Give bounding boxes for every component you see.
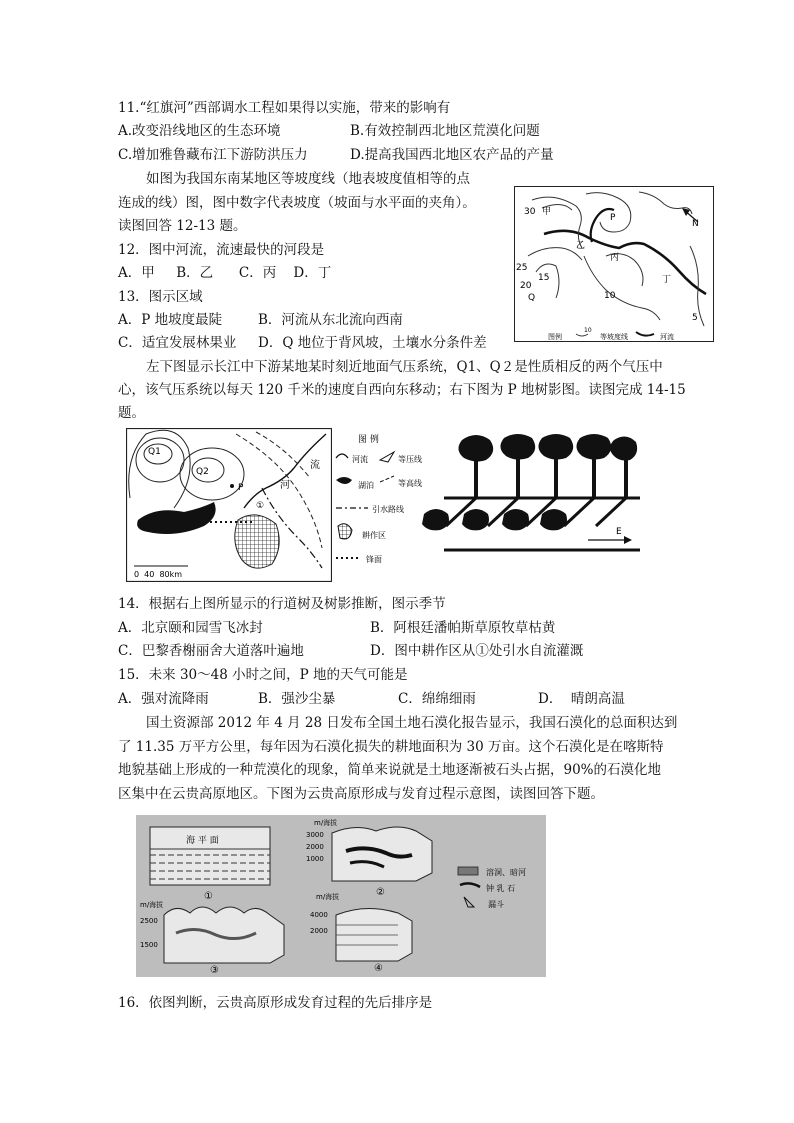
- q13-option-b: B．河流从东北流向西南: [258, 312, 403, 328]
- tree-shadow-figure: [418, 430, 640, 560]
- map1-label: 5: [692, 313, 698, 323]
- karst-p3-axis: m/海拔: [140, 901, 164, 909]
- q13-stem: 13．图示区域: [118, 289, 203, 305]
- q15-stem: 15．未来 30～48 小时之间，P 地的天气可能是: [118, 667, 408, 683]
- intro1-line1: 如图为我国东南某地区等坡度线（地表坡度值相等的点: [146, 171, 470, 187]
- map1-label: 20: [520, 281, 532, 291]
- legend-contour: 等高线: [398, 479, 422, 488]
- q14-stem: 14．根据右上图所显示的行道树及树影推断，图示季节: [118, 596, 446, 612]
- intro2-line1: 左下图显示长江中下游某地某时刻近地面气压系统，Q1、Q２是性质相反的两个气压中: [146, 359, 663, 375]
- q14-option-d: D．图中耕作区从①处引水自流灌溉: [370, 643, 584, 659]
- map1-label: 丙: [610, 253, 620, 263]
- map1-legend-river: 河流: [660, 333, 674, 341]
- karst-formation-figure: [136, 815, 546, 977]
- map1-legend-title: 图例: [548, 333, 562, 341]
- map1-label: 丁: [662, 275, 672, 285]
- map2-label-point: ①: [256, 501, 265, 511]
- legend-farmland: 耕作区: [362, 531, 386, 540]
- east-label: E: [616, 527, 622, 537]
- map1-legend-value: 10: [584, 327, 592, 334]
- map2-label-q2: Q2: [196, 467, 209, 477]
- intro1-line2: 连成的线）图，图中数字代表坡度（坡面与水平面的夹角）。: [118, 195, 476, 211]
- q15-option-a: A．强对流降雨: [118, 691, 209, 707]
- map1-label: 30: [524, 207, 536, 217]
- map1-label: Q: [528, 293, 536, 303]
- karst-p2-axis: m/海拔: [314, 819, 338, 827]
- q14-option-b: B．阿根廷潘帕斯草原牧草枯黄: [370, 620, 556, 636]
- legend-title: 图 例: [358, 435, 379, 445]
- q11-option-a: A.改变沿线地区的生态环境: [118, 123, 281, 139]
- intro3-line3: 地貌基础上形成的一种荒漠化的现象，简单来说就是土地逐渐被石头占据，90%的石漠化地: [118, 762, 662, 778]
- karst-p4-tick: 4000: [310, 911, 328, 919]
- karst-legend-item: 漏斗: [488, 900, 504, 909]
- q13-option-a: A．P 地坡度最陡: [118, 312, 223, 328]
- karst-p4-axis: m/海拔: [316, 893, 340, 901]
- q15-option-d: D． 晴朗高温: [538, 691, 625, 707]
- legend-isobar: 等压线: [398, 455, 422, 464]
- intro3-line1: 国土资源部 2012 年 4 月 28 日发布全国土地石漠化报告显示，我国石漠化的总面积达到: [146, 715, 678, 731]
- map1-label: 15: [538, 273, 550, 283]
- q16-stem: 16．依图判断，云贵高原形成发育过程的先后排序是: [118, 995, 433, 1011]
- q13-option-d: D．Q 地位于背风坡，土壤水分条件差: [258, 335, 487, 351]
- karst-p1-label: 海 平 面: [186, 836, 219, 846]
- map2-label-river1: 流: [310, 460, 320, 471]
- map2-label-p: P: [238, 483, 244, 493]
- slope-contour-map: [514, 186, 714, 342]
- karst-p2-tick: 2000: [306, 843, 324, 851]
- karst-p4-tick: 2000: [310, 927, 328, 935]
- map1-legend-contour: 等坡度线: [600, 333, 628, 341]
- karst-p1-no: ①: [204, 891, 213, 902]
- q11-option-b: B.有效控制西北地区荒漠化问题: [350, 123, 540, 139]
- legend-river: 河流: [352, 455, 368, 464]
- karst-legend-item: 溶洞、暗河: [486, 868, 526, 877]
- map2-label-q1: Q1: [148, 447, 161, 457]
- karst-p4-no: ④: [374, 963, 383, 974]
- q11-option-c: C.增加雅鲁藏布江下游防洪压力: [118, 147, 308, 163]
- map1-label: 25: [516, 263, 528, 273]
- q11-option-d: D.提高我国西北地区农产品的产量: [350, 147, 554, 163]
- intro3-line2: 了 11.35 万平方公里，每年因为石漠化损失的耕地面积为 30 万亩。这个石漠化是在喀斯特: [118, 739, 664, 755]
- legend-ridge: 锋面: [366, 555, 382, 564]
- legend-lake: 湖泊: [358, 481, 374, 490]
- map2-label-river2: 河: [280, 480, 290, 491]
- map1-label: P: [610, 213, 616, 223]
- karst-p3-tick: 1500: [140, 941, 158, 949]
- karst-p3-no: ③: [210, 965, 219, 976]
- map1-label: 甲: [542, 207, 552, 217]
- karst-p2-tick: 3000: [306, 831, 324, 839]
- karst-p2-tick: 1000: [306, 855, 324, 863]
- map1-label: 乙: [576, 241, 586, 251]
- q15-option-c: C．绵绵细雨: [398, 691, 476, 707]
- karst-legend-item: 钟 乳 石: [486, 884, 516, 893]
- intro3-line4: 区集中在云贵高原地区。下图为云贵高原形成与发育过程示意图，读图回答下题。: [118, 786, 604, 802]
- karst-p2-no: ②: [376, 887, 385, 898]
- intro1-line3: 读图回答 12-13 题。: [118, 218, 247, 234]
- q13-option-c: C．适宜发展林果业: [118, 335, 237, 351]
- map1-label: 10: [604, 291, 616, 301]
- q12-options: A．甲 B．乙 C．丙 D．丁: [118, 265, 332, 281]
- pressure-system-map: [126, 428, 332, 582]
- intro2-line2: 心，该气压系统以每天 120 千米的速度自西向东移动；右下图为 P 地树影图。读图完成 14-15: [118, 382, 686, 398]
- q11-stem: 11.“红旗河”西部调水工程如果得以实施，带来的影响有: [118, 100, 451, 116]
- map2-scale: 0 40 80km: [134, 570, 183, 579]
- q14-option-c: C．巴黎香榭丽舍大道落叶遍地: [118, 643, 304, 659]
- map1-label: N: [692, 219, 699, 229]
- q12-stem: 12．图中河流，流速最快的河段是: [118, 242, 325, 258]
- karst-p3-tick: 2500: [140, 917, 158, 925]
- q14-option-a: A．北京颐和园雪飞冰封: [118, 620, 263, 636]
- intro2-line3: 题。: [118, 405, 145, 421]
- q15-option-b: B．强沙尘暴: [258, 691, 336, 707]
- legend-canal: 引水路线: [372, 505, 404, 514]
